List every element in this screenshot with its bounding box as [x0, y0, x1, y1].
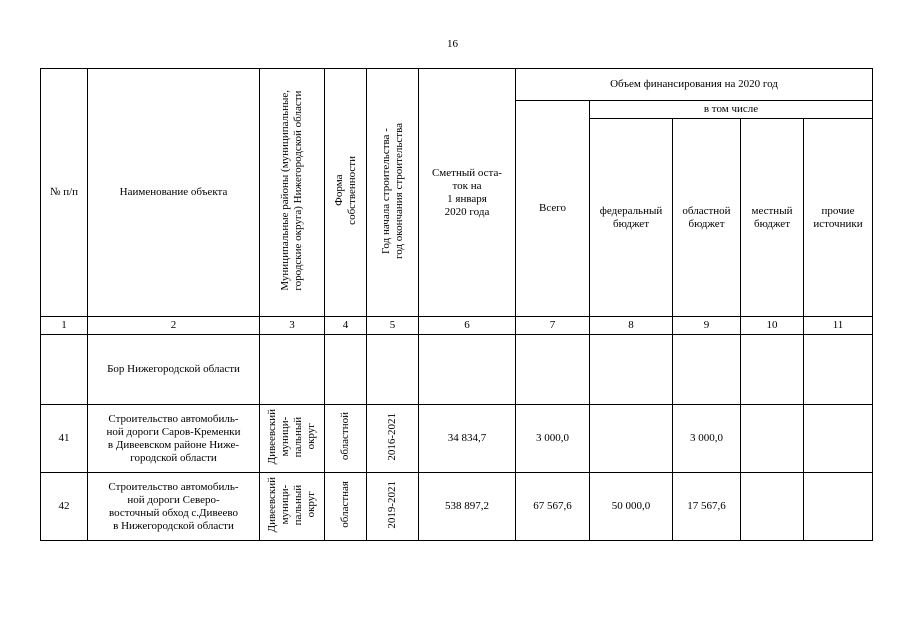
row-municipality: Дивеевский муници- пальный округ: [260, 405, 325, 473]
continuation-row: [41, 335, 873, 405]
row-total: 3 000,0: [516, 405, 590, 473]
col-number: 11: [804, 317, 873, 335]
col-number: 6: [419, 317, 516, 335]
row-municipality: Дивеевский муници- пальный округ: [260, 473, 325, 541]
header-including: в том числе: [590, 101, 873, 119]
col-number: 8: [590, 317, 673, 335]
header-municipal: [260, 69, 325, 317]
row-regional: 3 000,0: [673, 405, 741, 473]
financing-table: [40, 68, 873, 541]
col-number: 10: [741, 317, 804, 335]
row-other: [804, 473, 873, 541]
header-total: Всего: [516, 101, 590, 317]
header-years-text: Год начала строительства - год окончания строительства: [379, 122, 405, 259]
col-number: 7: [516, 317, 590, 335]
col-number: 9: [673, 317, 741, 335]
header-form: [325, 69, 367, 317]
header-local: местный бюджет: [741, 119, 804, 317]
header-funding: Объем финансирования на 2020 год: [516, 69, 873, 101]
table-row: [41, 405, 873, 473]
header-municipal-text: Муниципальные районы (муниципальные, городские округа) Нижегородской области: [279, 90, 304, 291]
col-number: 1: [41, 317, 88, 335]
row-local: [741, 405, 804, 473]
row-name: Строительство автомобиль- ной дороги Саров-Кременки в Дивеевском районе Ниже- городской области: [88, 405, 260, 473]
header-form-text: Форма собственности: [332, 156, 358, 225]
row-num: 42: [41, 473, 88, 541]
row-remaining: 538 897,2: [419, 473, 516, 541]
header-num: № п/п: [41, 69, 88, 317]
header-name: Наименование объекта: [88, 69, 260, 317]
row-federal: 50 000,0: [590, 473, 673, 541]
header-years: [367, 69, 419, 317]
page-number: 16: [447, 38, 458, 50]
column-numbers-row: [41, 317, 873, 335]
row-years: 2019-2021: [367, 473, 419, 541]
header-federal: федеральный бюджет: [590, 119, 673, 317]
row-years: 2016-2021: [367, 405, 419, 473]
row-federal: [590, 405, 673, 473]
row-regional: 17 567,6: [673, 473, 741, 541]
row-form: областная: [325, 473, 367, 541]
col-number: 3: [260, 317, 325, 335]
header-row-1: [41, 69, 873, 101]
header-other: прочие источники: [804, 119, 873, 317]
col-number: 5: [367, 317, 419, 335]
row-num: 41: [41, 405, 88, 473]
col-number: 4: [325, 317, 367, 335]
row-name: Строительство автомобиль- ной дороги Северо- восточный обход с.Дивеево в Нижегородской области: [88, 473, 260, 541]
row-other: [804, 405, 873, 473]
header-remaining: Сметный оста- ток на 1 января 2020 года: [419, 69, 516, 317]
header-regional: областной бюджет: [673, 119, 741, 317]
row-form: областной: [325, 405, 367, 473]
continuation-name: Бор Нижегородской области: [88, 335, 260, 405]
row-remaining: 34 834,7: [419, 405, 516, 473]
col-number: 2: [88, 317, 260, 335]
row-local: [741, 473, 804, 541]
table-row: [41, 473, 873, 541]
row-total: 67 567,6: [516, 473, 590, 541]
